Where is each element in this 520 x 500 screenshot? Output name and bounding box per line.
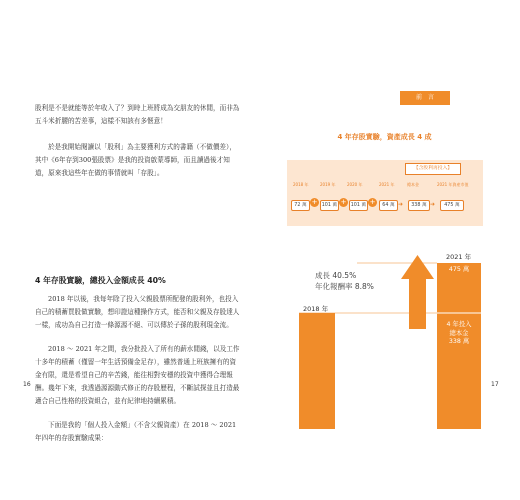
paragraph-4: 2018 ～ 2021 年之間，我分批投入了所有的薪水閒錢，以及工作十多年的積蓄（僅留一年生活預備金足存），雖然普通上班族擁有的資金有限，還是希望自己的辛苦錢，能往相對安穩的投資中獲得合理報酬。幾年下來，我透過源源動式修正的存股歷程，不斷試探並且打造最適合自己性格的投資組合，並有紀律地持續累積。 (35, 345, 240, 405)
flow-tag: 【含股利再投入】 (405, 163, 461, 175)
growth-annotation (315, 270, 374, 292)
flow-value: 475 萬 (440, 200, 464, 211)
flow-value: 72 萬 (291, 200, 310, 211)
equals-arrow-icon: ➜ (398, 201, 404, 208)
flow-value: 101 萬 (349, 200, 368, 211)
left-page (10, 75, 260, 442)
plus-icon: + (340, 198, 347, 206)
flow-year-label: 2020 年 (347, 182, 363, 187)
flow-value: 101 萬 (320, 200, 339, 211)
bar-2018 (299, 313, 335, 429)
flow-year-label: 2021 年 (379, 182, 395, 187)
chapter-tag: 前 言 (400, 91, 450, 105)
growth-arrow-icon (401, 255, 434, 279)
flow-year-label: 2019 年 (320, 182, 336, 187)
flow-year-label: 總本金 (407, 182, 419, 187)
label-2021: 2021 年 (446, 253, 472, 261)
plus-icon: + (369, 198, 376, 206)
growth-arrow-shaft (409, 277, 426, 329)
flow-year-label: 2021 年資產市值 (437, 182, 469, 187)
paragraph-3: 2018 年以後，我每年除了投入父親股票所配發的股利外，也投入自己的積蓄買股做實驗，想印證這種操作方式，能否和父親及存股達人一樣，成功為自己打造一條源源不絕、可以傳於子孫的股利現金流。 (35, 295, 240, 329)
flow-value: 338 萬 (408, 200, 430, 211)
paragraph-1: 股利是不是就能等於年收入了？到時上班將成為交朋友的休閒，而非為五斗米折腰的苦差事，這樣不知該有多愜意！ (35, 104, 240, 125)
growth-chart (259, 75, 510, 430)
bar-inner-line: 總本金 (449, 329, 469, 337)
page-number-left: 16 (23, 381, 31, 388)
arrow-right-icon: ➜ (430, 201, 436, 208)
section-heading: 4 年存股實驗，總投入金額成長 40% (35, 276, 166, 285)
bar-inner-label (437, 321, 481, 347)
growth-rate: 成長 40.5% (315, 271, 357, 280)
paragraph-5: 下面是我的「個人投入金額」（不含父親資產）在 2018 ～ 2021 年四年的存股實驗成果： (35, 421, 237, 442)
bar-inner-line: 338 萬 (448, 338, 470, 345)
flow-year-label: 2018 年 (293, 182, 309, 187)
bar-top-value: 475 萬 (448, 266, 470, 273)
body-paragraphs-top (35, 102, 240, 180)
figure-title: 4 年存股實驗，資產成長 4 成 (337, 133, 432, 141)
page-number-right: 17 (491, 381, 499, 388)
label-2018: 2018 年 (303, 305, 329, 313)
paragraph-2: 於是我開始閱讀以「股利」為主要獲利方式的書籍（不做價差），其中《6年存到300張股票》是我的投資啟蒙導師，而且讀過後才知道，原來我這些年在做的事情就叫「存股」。 (35, 143, 236, 177)
flow-value: 64 萬 (379, 200, 398, 211)
annualized-return: 年化報酬率 8.8% (315, 282, 374, 291)
bar-inner-line: 4 年投入 (446, 321, 472, 328)
body-paragraphs-bottom (35, 293, 240, 445)
plus-icon: + (311, 198, 318, 206)
right-page (259, 75, 510, 430)
